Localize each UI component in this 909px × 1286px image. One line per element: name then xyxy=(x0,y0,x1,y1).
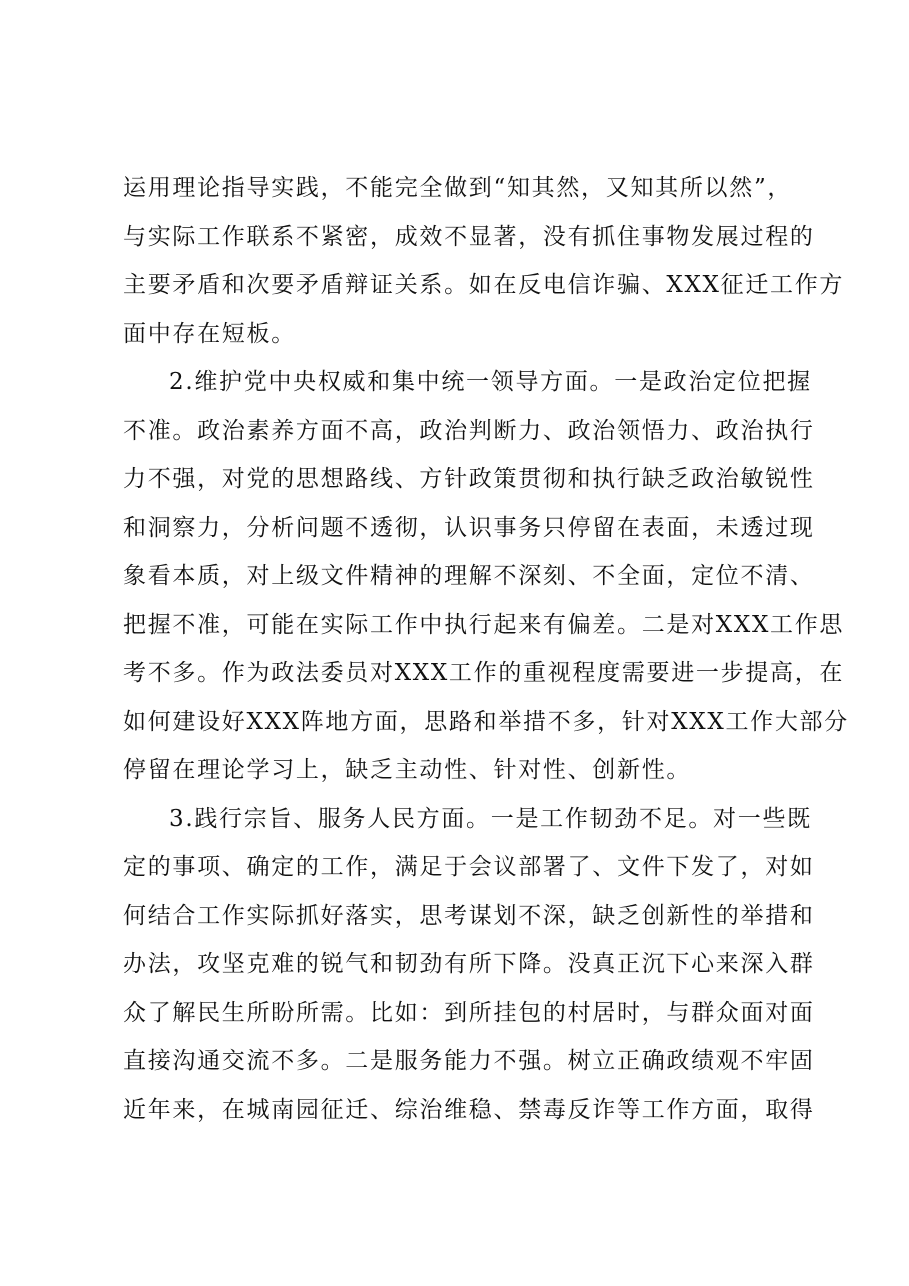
text-line: 何结合工作实际抓好落实，思考谋划不深，缺乏创新性的举措和 xyxy=(123,902,815,929)
text-line: 把握不准，可能在实际工作中执行起来有偏差。二是对XXX工作思 xyxy=(123,611,845,638)
text-line: 主要矛盾和次要矛盾辩证关系。如在反电信诈骗、XXX征迁工作方 xyxy=(123,272,845,298)
text-line: 和洞察力，分析问题不透彻，认识事务只停留在表面，未透过现 xyxy=(123,514,815,541)
text-line: 众了解民生所盼所需。比如：到所挂包的村居时，与群众面对面 xyxy=(123,999,815,1026)
text-line: 定的事项、确定的工作，满足于会议部署了、文件下发了，对如 xyxy=(123,854,815,880)
text-line: 直接沟通交流不多。二是服务能力不强。树立正确政绩观不牢固 xyxy=(123,1048,815,1074)
text-line: 不准。政治素养方面不高，政治判断力、政治领悟力、政治执行 xyxy=(123,417,815,444)
text-line: 如何建设好XXX阵地方面，思路和举措不多，针对XXX工作大部分 xyxy=(123,708,849,735)
text-line: 面中存在短板。 xyxy=(123,320,296,347)
text-line: 与实际工作联系不紧密，成效不显著，没有抓住事物发展过程的 xyxy=(123,223,815,250)
text-line: 象看本质，对上级文件精神的理解不深刻、不全面，定位不清、 xyxy=(123,563,815,589)
text-line: 运用理论指导实践，不能完全做到“知其然，又知其所以然”， xyxy=(123,175,793,201)
text-line: 考不多。作为政法委员对XXX工作的重视程度需要进一步提高，在 xyxy=(123,660,845,686)
paragraph-3-heading-line: 3.践行宗旨、服务人民方面。一是工作韧劲不足。对一些既 xyxy=(169,805,812,832)
text-line: 停留在理论学习上，缺乏主动性、针对性、创新性。 xyxy=(123,757,692,783)
text-line: 近年来，在城南园征迁、综治维稳、禁毒反诈等工作方面，取得 xyxy=(123,1096,815,1123)
document-body xyxy=(123,164,849,1134)
text-line: 办法，攻坚克难的锐气和韧劲有所下降。没真正沉下心来深入群 xyxy=(123,951,815,977)
paragraph-2-heading-line: 2.维护党中央权威和集中统一领导方面。一是政治定位把握 xyxy=(169,369,812,395)
text-line: 力不强，对党的思想路线、方针政策贯彻和执行缺乏政治敏锐性 xyxy=(123,466,815,492)
